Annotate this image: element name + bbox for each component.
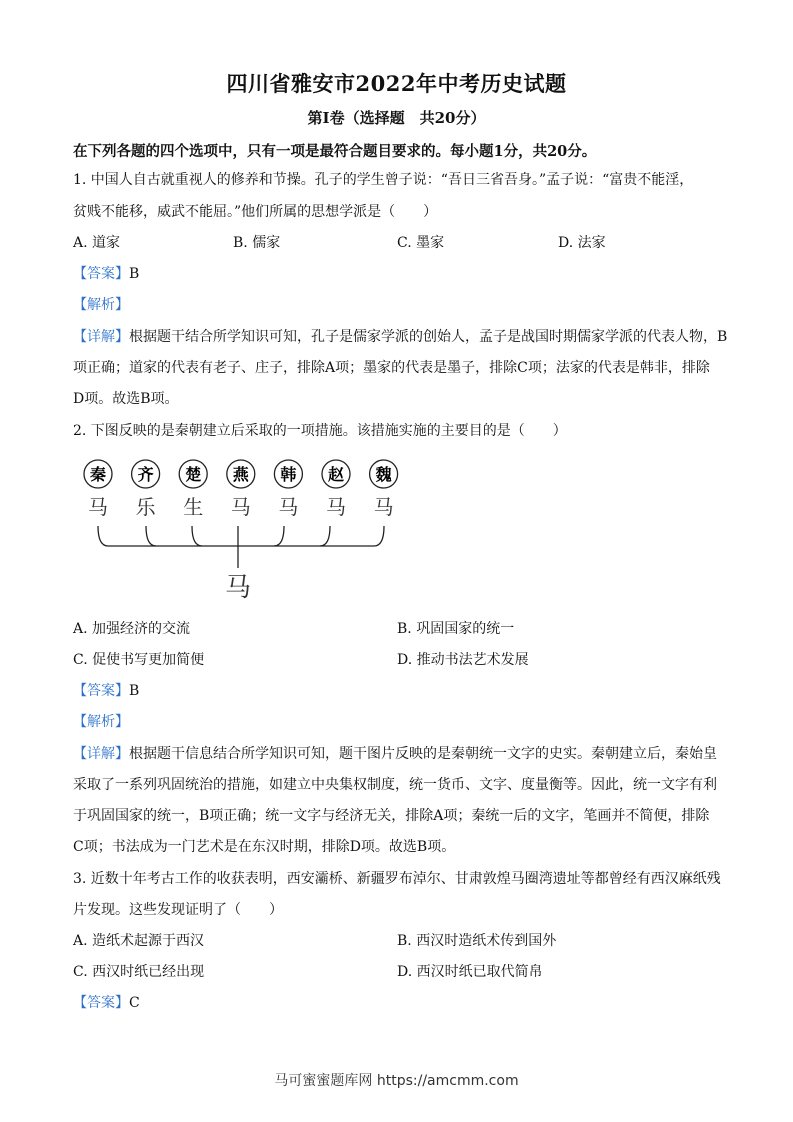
- analysis-tag: 【解析】: [73, 297, 129, 313]
- q1-analysis: [73, 296, 129, 314]
- q3-stem-line2: 片发现。这些发现证明了（ ）: [73, 902, 283, 918]
- ancient-script-glyph: 马: [88, 497, 108, 519]
- footer-watermark: 马可蜜蜜题库网 https://amcmm.com: [274, 1073, 519, 1089]
- q3-option-c: C. 西汉时纸已经出现: [73, 964, 205, 980]
- q1-option-c: C. 墨家: [397, 235, 445, 251]
- q1-option-d: D. 法家: [558, 235, 606, 251]
- bracket-line: [98, 526, 384, 546]
- unified-script: 马: [224, 573, 252, 602]
- ancient-script-glyph: 乐: [135, 497, 156, 519]
- q1-detail-line1: 【详解】根据题干结合所学知识可知，孔子是儒家学派的创始人，孟子是战国时期儒家学派的代表人物，B: [73, 329, 728, 345]
- q1-answer: [73, 265, 139, 283]
- q2-analysis: [73, 713, 129, 731]
- q1-stem-line1: 1. 中国人自古就重视人的修养和节操。孔子的学生曾子说：“吾日三省吾身。”孟子说：“富贵不能淫，: [73, 172, 694, 188]
- answer-tag: 【答案】: [73, 266, 129, 282]
- state-name: 魏: [375, 467, 392, 484]
- q3-option-d: D. 西汉时纸已取代简帛: [397, 964, 543, 980]
- q2-detail-line3: 于巩固国家的统一，B项正确；统一文字与经济无关，排除A项；秦统一后的文字，笔画并不简便，排除: [73, 808, 710, 824]
- detail-tag: 【详解】: [73, 329, 129, 345]
- q3-option-b: B. 西汉时造纸术传到国外: [397, 933, 557, 949]
- q2-detail-line2: 采取了一系列巩固统治的措施，如建立中央集权制度，统一货币、文字、度量衡等。因此，统一文字有利: [73, 777, 717, 793]
- ancient-script-glyph: 马: [373, 497, 394, 519]
- script-unification-diagram: [76, 456, 406, 606]
- ancient-script-glyph: 马: [230, 497, 251, 519]
- state-name: 赵: [327, 467, 345, 484]
- q1-detail-line2: 项正确；道家的代表有老子、庄子，排除A项；墨家的代表是墨子，排除C项；法家的代表是韩非，排除: [73, 360, 710, 376]
- answer-tag: 【答案】: [73, 683, 129, 699]
- q1-detail-line3: D项。故选B项。: [73, 391, 179, 407]
- q3-option-a: A. 造纸术起源于西汉: [73, 933, 205, 949]
- state-name: 韩: [280, 467, 297, 484]
- state-name: 楚: [185, 467, 202, 484]
- state-name: 齐: [137, 467, 154, 484]
- q2-option-b: B. 巩固国家的统一: [397, 621, 515, 637]
- q3-answer-value: C: [129, 995, 140, 1011]
- q1-answer-value: B: [129, 266, 140, 282]
- q1-option-b: B. 儒家: [233, 235, 281, 251]
- section-subtitle: 第Ⅰ卷（选择题 共20分）: [307, 109, 486, 127]
- q2-stem-line1: 2. 下图反映的是秦朝建立后采取的一项措施。该措施实施的主要目的是（ ）: [73, 423, 567, 439]
- answer-tag: 【答案】: [73, 995, 129, 1011]
- instruction-text: 在下列各题的四个选项中，只有一项是最符合题目要求的。每小题1分，共20分。: [73, 143, 597, 160]
- q3-stem-line1: 3. 近数十年考古工作的收获表明，西安灞桥、新疆罗布淖尔、甘肃敦煌马圈湾遗址等都曾经有西汉麻纸残: [73, 871, 721, 887]
- q2-answer-value: B: [129, 683, 140, 699]
- ancient-script-glyph: 马: [278, 497, 299, 519]
- page-title: 四川省雅安市2022年中考历史试题: [226, 71, 567, 96]
- q1-option-a: A. 道家: [73, 235, 121, 251]
- q2-detail-line1: 【详解】根据题干信息结合所学知识可知，题干图片反映的是秦朝统一文字的史实。秦朝建立后，秦始皇: [73, 746, 717, 762]
- q2-detail-line4: C项；书法成为一门艺术是在东汉时期，排除D项。故选B项。: [73, 839, 456, 855]
- q2-option-a: A. 加强经济的交流: [73, 621, 191, 637]
- ancient-script-glyph: 马: [326, 497, 346, 519]
- analysis-tag: 【解析】: [73, 714, 129, 730]
- q2-option-c: C. 促使书写更加简便: [73, 652, 205, 668]
- q3-answer: [73, 994, 140, 1012]
- q1-stem-line2: 贫贱不能移，威武不能屈。”他们所属的思想学派是（ ）: [73, 204, 438, 220]
- state-name: 燕: [232, 467, 249, 484]
- q2-answer: [73, 682, 139, 700]
- detail-tag: 【详解】: [73, 746, 129, 762]
- q2-option-d: D. 推动书法艺术发展: [397, 652, 529, 668]
- ancient-script-glyph: 生: [183, 497, 204, 519]
- state-name: 秦: [89, 467, 107, 484]
